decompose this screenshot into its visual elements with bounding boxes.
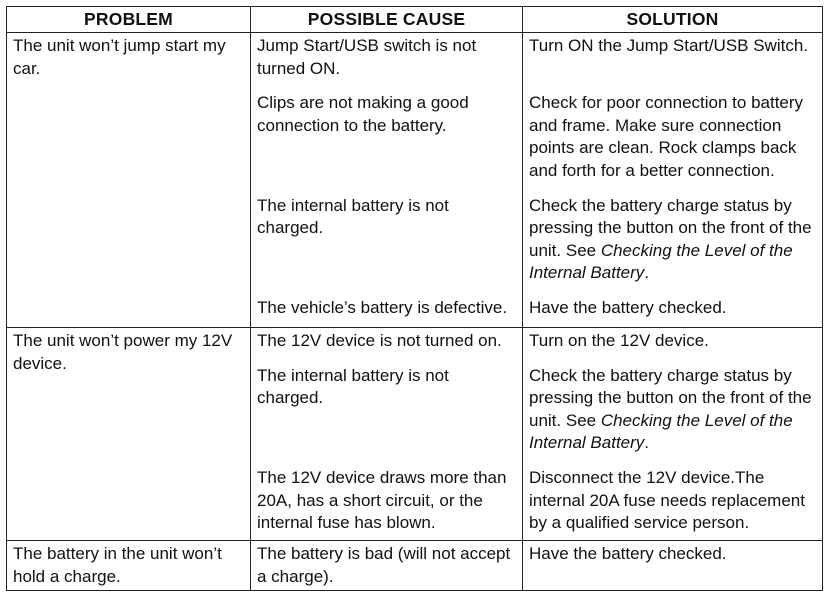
- solution-text: Have the battery checked.: [529, 543, 727, 563]
- manual-section-reference: Checking the Level of the Internal Battery: [529, 410, 793, 453]
- troubleshooting-table: [6, 6, 823, 591]
- problem-cell: The unit won’t power my 12V device.: [7, 327, 251, 540]
- cause-solution-pair: [251, 33, 822, 80]
- solution-text-part: .: [644, 433, 650, 453]
- cause-solution-pair: [251, 328, 822, 353]
- solution-text-part: Check the battery charge status by pressing the button on the front of the unit. See: [529, 195, 812, 260]
- cause-header: POSSIBLE CAUSE: [251, 7, 523, 33]
- cause-solution-pair: [251, 455, 822, 540]
- cause-text: The 12V device draws more than 20A, has a short circuit, or the internal fuse has blown.: [251, 455, 523, 540]
- cause-solution-pair: [251, 285, 822, 327]
- cause-text: The internal battery is not charged.: [251, 353, 523, 455]
- table-row: [7, 327, 823, 540]
- solution-text: Disconnect the 12V device.The internal 20A fuse needs replacement by a qualified service person.: [529, 467, 805, 533]
- solution-text: [523, 353, 823, 455]
- cause-solution-pair: [251, 541, 822, 590]
- header-row: [7, 7, 823, 33]
- solution-text: [523, 183, 823, 285]
- cause-solution-pair: [251, 183, 822, 285]
- problem-header: PROBLEM: [7, 7, 251, 33]
- table-row: [7, 540, 823, 590]
- solution-text: Turn on the 12V device.: [529, 330, 709, 350]
- cause-text: The 12V device is not turned on.: [251, 328, 523, 353]
- cause-solution-group: [251, 33, 823, 328]
- cause-text: The battery is bad (will not accept a charge).: [251, 541, 523, 590]
- problem-cell: The battery in the unit won’t hold a charge.: [7, 540, 251, 590]
- solution-text: Turn ON the Jump Start/USB Switch.: [529, 36, 809, 55]
- problem-cell: The unit won’t jump start my car.: [7, 33, 251, 328]
- cause-text: Clips are not making a good connection to the battery.: [251, 80, 523, 182]
- cause-solution-pair: [251, 353, 822, 455]
- manual-section-reference: Checking the Level of the Internal Battery: [529, 240, 793, 283]
- cause-text: Jump Start/USB switch is not turned ON.: [251, 33, 523, 80]
- cause-text: The vehicle’s battery is defective.: [251, 285, 523, 327]
- table-row: [7, 33, 823, 328]
- solution-text-part: .: [644, 263, 650, 283]
- solution-text: Check for poor connection to battery and frame. Make sure connection points are clean. Rock clamps back and forth for a better connection.: [529, 93, 804, 180]
- cause-solution-group: [251, 327, 823, 540]
- solution-text: Have the battery checked.: [529, 297, 727, 317]
- solution-header: SOLUTION: [523, 7, 823, 33]
- cause-solution-group: [251, 540, 823, 590]
- solution-text-part: Check the battery charge status by pressing the button on the front of the unit. See: [529, 365, 812, 430]
- cause-solution-pair: [251, 80, 822, 182]
- cause-text: The internal battery is not charged.: [251, 183, 523, 285]
